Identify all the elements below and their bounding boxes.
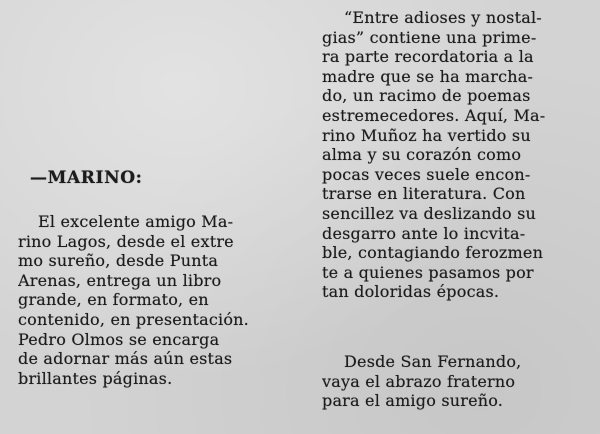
text-line: vaya el abrazo fraterno (322, 371, 516, 391)
text-line: desgarro ante lo incvita- (322, 223, 526, 243)
text-line: ble, contagiando ferozmen (322, 243, 544, 263)
text-line: “Entre adioses y nostal- (344, 8, 542, 27)
text-line: pocas veces suele encon- (322, 164, 531, 184)
text-line: madre que se ha marcha- (322, 66, 534, 86)
text-line: tan doloridas épocas. (322, 282, 500, 302)
text-line: Pedro Olmos se encarga (18, 329, 220, 349)
text-line: contenido, en presentación. (18, 309, 249, 329)
text-line: do, un racimo de poemas (322, 86, 531, 106)
text-line: sencillez va deslizando su (322, 203, 537, 223)
text-line: te a quienes pasamos por (322, 262, 534, 282)
right-column-paragraph-1 (322, 8, 584, 302)
text-line: grande, en formato, en (18, 290, 209, 310)
text-line: gias” contiene una prime- (322, 27, 537, 47)
text-line: brillantes páginas. (18, 368, 173, 388)
right-column-paragraph-2 (322, 352, 584, 411)
text-line: El excelente amigo Ma- (38, 212, 234, 231)
left-column-paragraph (18, 212, 286, 388)
text-line: estremecedores. Aquí, Ma- (322, 105, 546, 125)
section-heading: —MARINO: (30, 168, 143, 188)
text-line: mo sureño, desde Punta (18, 251, 219, 271)
text-line: de adornar más aún estas (18, 349, 233, 369)
text-line: Desde San Fernando, (344, 352, 522, 371)
text-line: ra parte recordatoria a la (322, 47, 534, 67)
text-line: alma y su corazón como (322, 145, 522, 165)
text-line: para el amigo sureño. (322, 391, 504, 411)
text-line: rino Muñoz ha vertido su (322, 125, 531, 145)
text-line: Arenas, entrega un libro (18, 270, 222, 290)
text-line: rino Lagos, desde el extre (18, 231, 234, 251)
text-line: trarse en literatura. Con (322, 184, 526, 204)
